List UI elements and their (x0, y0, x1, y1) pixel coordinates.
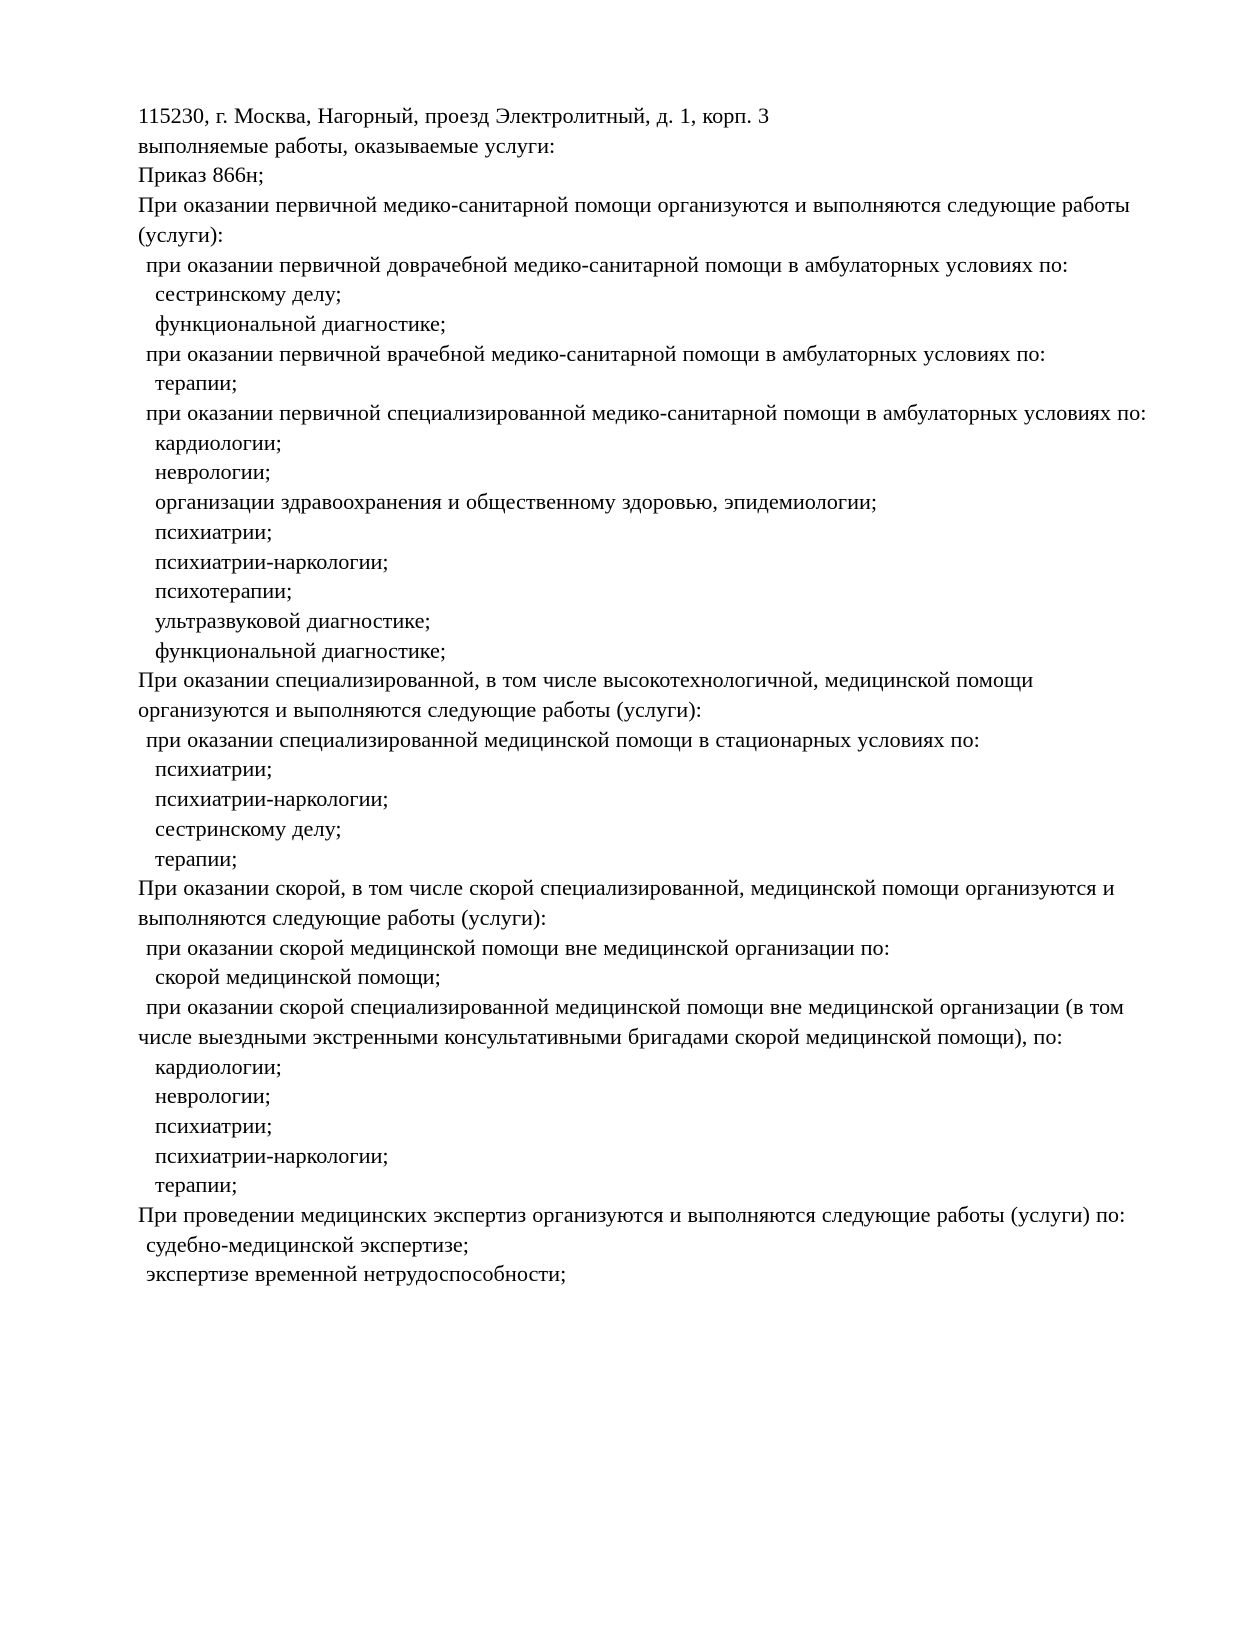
paragraph: сестринскому делу; (155, 281, 342, 307)
paragraph: терапии; (155, 1172, 238, 1198)
paragraph: функциональной диагностике; (155, 310, 447, 336)
paragraph: экспертизе временной нетрудоспособности; (146, 1261, 567, 1287)
paragraph: кардиологии; (155, 429, 282, 455)
paragraph: психиатрии; (155, 756, 273, 782)
paragraph: 115230, г. Москва, Нагорный, проезд Электролитный, д. 1, корп. 3 (138, 103, 770, 128)
document-body (138, 101, 1162, 1289)
paragraph: психиатрии; (155, 518, 273, 544)
paragraph: при оказании специализированной медицинской помощи в стационарных условиях по: (146, 726, 980, 752)
paragraph: При оказании специализированной, в том числе высокотехнологичной, медицинской помощи организуются и выполняются следующие работы (услуги): (138, 667, 1034, 723)
paragraph: при оказании скорой медицинской помощи вне медицинской организации по: (146, 934, 890, 960)
paragraph: психиатрии-наркологии; (155, 548, 389, 574)
paragraph: при оказании первичной специализированной медико-санитарной помощи в амбулаторных условиях по: (146, 400, 1147, 426)
paragraph: функциональной диагностике; (155, 637, 447, 663)
paragraph: организации здравоохранения и общественному здоровью, эпидемиологии; (155, 489, 878, 515)
paragraph: при оказании первичной доврачебной медико-санитарной помощи в амбулаторных условиях по: (146, 251, 1069, 277)
paragraph: Приказ 866н; (138, 162, 265, 188)
paragraph: психиатрии-наркологии; (155, 786, 389, 812)
paragraph: выполняемые работы, оказываемые услуги: (138, 132, 556, 158)
paragraph: психотерапии; (155, 578, 293, 604)
paragraph: неврологии; (155, 1083, 271, 1109)
paragraph: сестринскому делу; (155, 815, 342, 841)
paragraph: психиатрии; (155, 1112, 273, 1138)
paragraph: при оказании скорой специализированной медицинской помощи вне медицинской организации (в том числе выездными экстренными консультативными бригадами скорой медицинской помощи), по: (138, 994, 1124, 1049)
paragraph: неврологии; (155, 459, 271, 485)
paragraph: судебно-медицинской экспертизе; (146, 1231, 469, 1257)
paragraph: скорой медицинской помощи; (155, 964, 441, 990)
paragraph: При оказании первичной медико-санитарной помощи организуются и выполняются следующие работы (услуги): (138, 192, 1130, 247)
paragraph: терапии; (155, 370, 238, 396)
paragraph: кардиологии; (155, 1053, 282, 1079)
paragraph: психиатрии-наркологии; (155, 1142, 389, 1168)
paragraph: При оказании скорой, в том числе скорой специализированной, медицинской помощи организуются и выполняются следующие работы (услуги): (138, 875, 1115, 930)
paragraph: ультразвуковой диагностике; (155, 607, 431, 633)
paragraph: терапии; (155, 845, 238, 871)
paragraph: при оказании первичной врачебной медико-санитарной помощи в амбулаторных условиях по: (146, 340, 1046, 366)
paragraph: При проведении медицинских экспертиз организуются и выполняются следующие работы (услуги) по: (138, 1202, 1126, 1228)
